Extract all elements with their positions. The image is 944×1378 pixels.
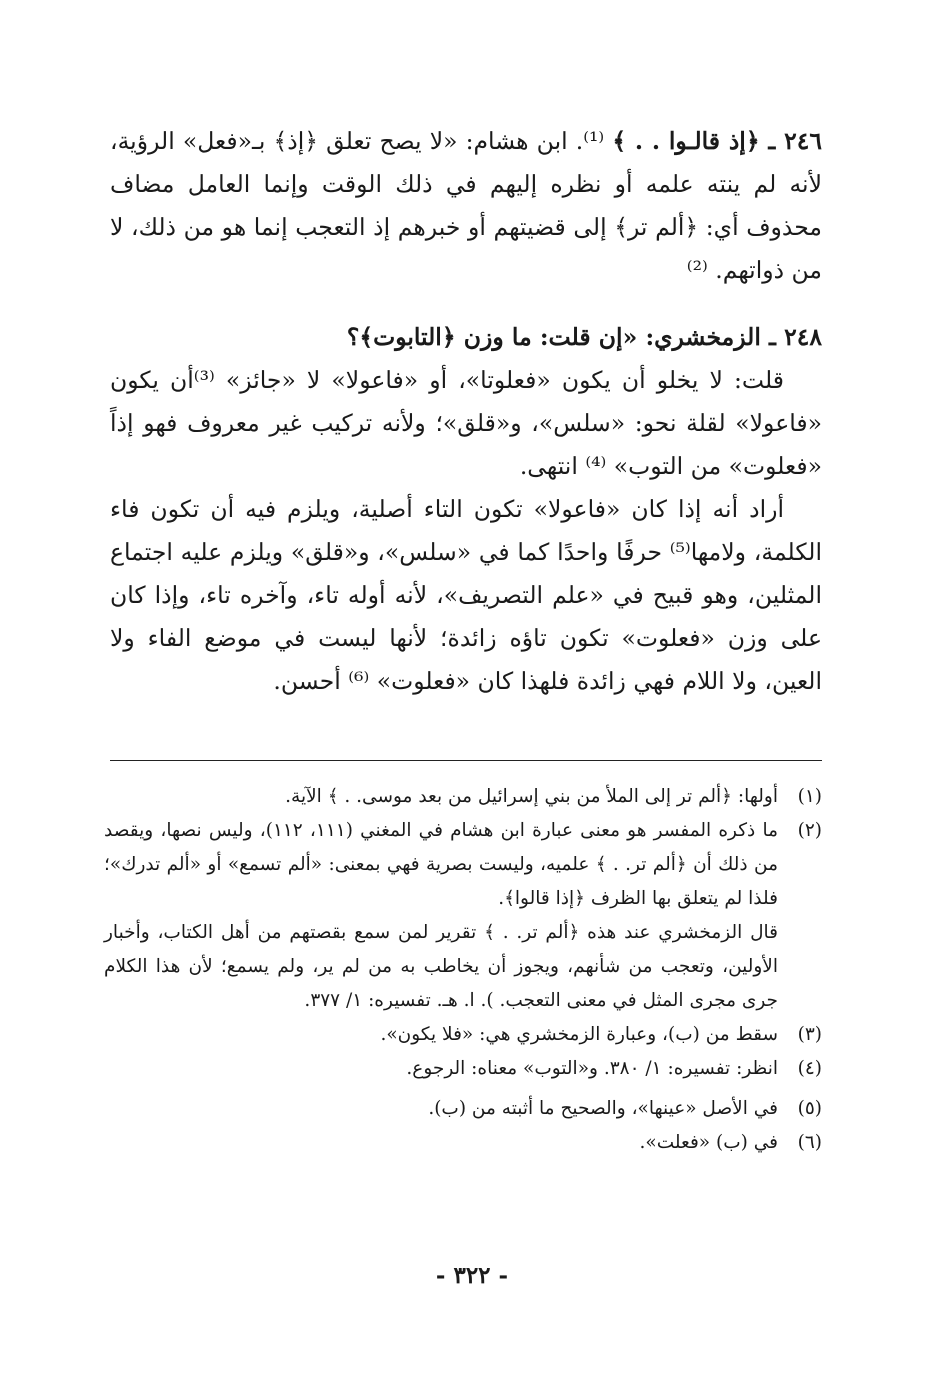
entry-248-commentary: أراد أنه إذا كان «فاعولا» تكون التاء أصلية، ويلزم فيه أن تكون فاء الكلمة، ولامها⁽⁵⁾ حرفًا واحدًا كما في «سلس»، و«قلق» ويلزم عليه اجتماع المثلين، وهو قبيح في «علم التصريف»، لأنه أوله تاء، وآخره تاء، وإذا كان على وزن «فعلوت» تكون تاؤه زائدة؛ لأنها ليست في موضع الفاء ولا العين، ولا اللام فهي زائدة فلهذا كان «فعلوت» ⁽⁶⁾ أحسن. (110, 495, 822, 695)
entry-246-text: ⁽¹⁾. ابن هشام: «لا يصح تعلق ﴿إذ﴾ بـ«فعل» الرؤية، لأنه لم ينته علمه أو نظره إليهم في ذلك الوقت وإنما العامل مضاف محذوف أي: ﴿ألم تر﴾ إلى قضيتهم أو خبرهم إذ التعجب إنما هو من ذلك، لا من ذواتهم. ⁽²⁾ (110, 127, 822, 284)
footnote-text: في الأصل «عينها»، والصحيح ما أثبته من (ب). (428, 1098, 778, 1119)
footnote-text: سقط من (ب)، وعبارة الزمخشري هي: «فلا يكون». (380, 1024, 778, 1045)
footnote-text: أولها: ﴿ألم تر إلى الملأ من بني إسرائيل من بعد موسى. . ﴾ الآية. (285, 786, 778, 807)
entry-248-number: ٢٤٨ ـ الزمخشري: (637, 323, 822, 351)
footnote-number: (٤) (797, 1058, 822, 1079)
entry-246-number: ٢٤٦ ـ (759, 127, 823, 155)
footnote-number: (١) (797, 786, 822, 807)
footnotes (104, 780, 822, 1160)
entry-248-headword: «إن قلت: ما وزن ﴿التابوت﴾؟ (346, 323, 638, 351)
footnote-number: (٥) (797, 1098, 822, 1119)
entry-246-headword: ﴿إذ قالـوا . . ﴾ (612, 127, 760, 155)
footnote-5 (104, 1092, 822, 1126)
footnote-number: (٦) (797, 1132, 822, 1153)
footnote-6 (104, 1126, 822, 1160)
main-text (110, 120, 822, 703)
entry-248-heading (110, 316, 822, 359)
footnote-text: قال الزمخشري عند هذه ﴿ألم تر. . ﴾ تقرير لمن سمع بقصتهم من أهل الكتاب، وأخبار الأولين، وتعجب من شأنهم، ويجوز أن يخاطب به من لم ير، ولم يسمع؛ لأن هذا الكلام جرى مجرى المثل في معنى التعجب. ). ا. هـ. تفسيره: ١/ ٣٧٧. (104, 922, 778, 1011)
entry-248-quote: قلت: لا يخلو أن يكون «فعلوتا»، أو «فاعولا» لا «جائز» ⁽³⁾أن يكون «فاعولا» لقلة نحو: «سلس»، و«قلق»؛ ولأنه تركيب غير معروف فهو إذاً «فعلوت» من التوب» ⁽⁴⁾ انتهى. (110, 366, 822, 480)
footnote-1 (104, 780, 822, 814)
footnote-divider (110, 760, 822, 761)
entry-246 (110, 120, 822, 292)
page-number: - ٣٢٢ - (435, 1262, 509, 1289)
footnote-number: (٢) (797, 820, 822, 841)
footnote-2 (104, 814, 822, 1018)
footnote-3 (104, 1018, 822, 1052)
footnote-number: (٣) (797, 1024, 822, 1045)
footnote-text: انظر: تفسيره: ١/ ٣٨٠. و«التوب» معناه: الرجوع. (406, 1058, 778, 1079)
footnote-4 (104, 1052, 822, 1086)
footnote-text: ما ذكره المفسر هو معنى عبارة ابن هشام في المغني (١١١، ١١٢)، وليس نصها، ويقصد من ذلك أن ﴿ألم تر. . ﴾ علميه، وليست بصرية فهي بمعنى: «ألم تسمع» أو «ألم تدرك»؛ فلذا لم يتعلق بها الظرف ﴿إذا قالوا﴾. (104, 820, 778, 909)
footnote-text: في (ب) «فعلت». (639, 1132, 778, 1153)
